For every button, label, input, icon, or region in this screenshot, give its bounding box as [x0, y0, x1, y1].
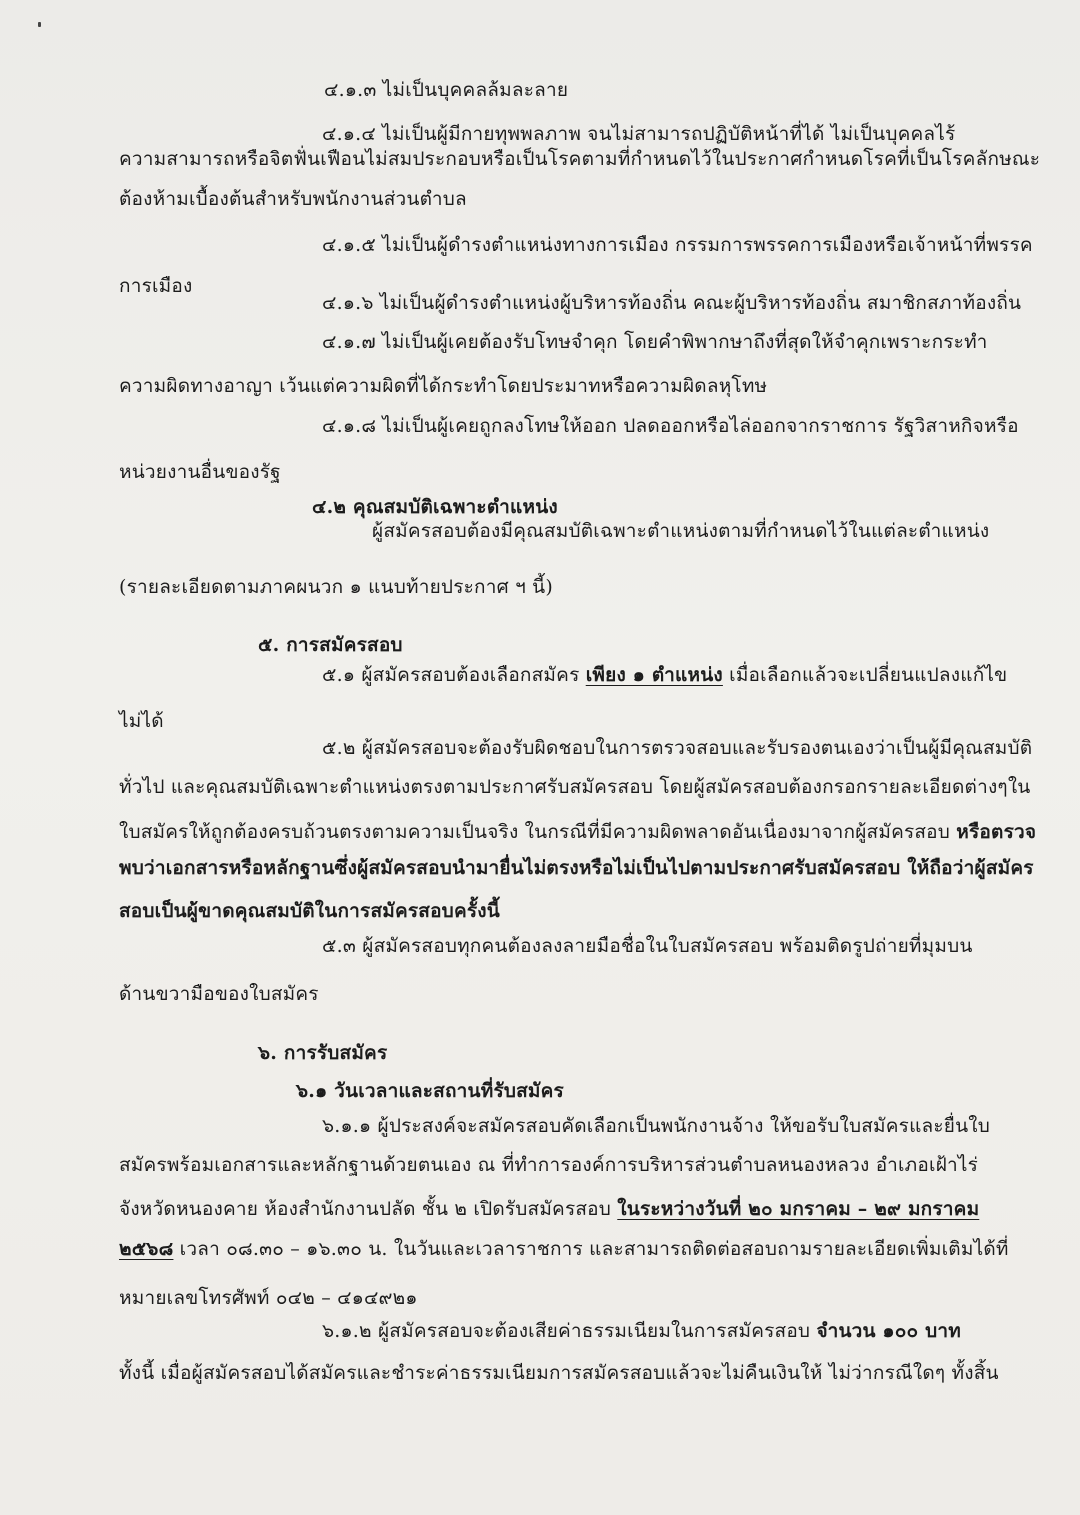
item-4-1-3: ๔.๑.๓ ไม่เป็นบุคคลล้มละลาย: [324, 79, 569, 101]
item-6-1-1-phone: หมายเลขโทรศัพท์ ๐๔๒ – ๔๑๔๙๒๑: [119, 1287, 418, 1309]
paper-speck: [38, 22, 41, 27]
item-5-1-text: ๕.๑ ผู้สมัครสอบต้องเลือกสมัคร: [322, 664, 586, 686]
item-5-2-bold-2: สอบเป็นผู้ขาดคุณสมบัติในการสมัครสอบครั้งนี้: [119, 900, 500, 922]
item-6-1-1-hours: เวลา ๐๘.๓๐ – ๑๖.๓๐ น. ในวันและเวลาราชการ และสามารถติดต่อสอบถามรายละเอียดเพิ่มเติมได้ที่: [173, 1238, 1009, 1260]
item-4-1-6: ๔.๑.๖ ไม่เป็นผู้ดำรงตำแหน่งผู้บริหารท้องถิ่น คณะผู้บริหารท้องถิ่น สมาชิกสภาท้องถิ่น: [322, 292, 1022, 314]
item-6-1-2-text: ๖.๑.๒ ผู้สมัครสอบจะต้องเสียค่าธรรมเนียมในการสมัครสอบ: [322, 1320, 817, 1342]
item-4-1-8-cont: หน่วยงานอื่นของรัฐ: [119, 461, 281, 483]
item-6-1-1: ๖.๑.๑ ผู้ประสงค์จะสมัครสอบคัดเลือกเป็นพนักงานจ้าง ให้ขอรับใบสมัครและยื่นใบ: [322, 1115, 991, 1137]
item-4-1-4-cont-2: ต้องห้ามเบื้องต้นสำหรับพนักงานส่วนตำบล: [119, 188, 467, 210]
item-5-2: ๕.๒ ผู้สมัครสอบจะต้องรับผิดชอบในการตรวจสอบและรับรองตนเองว่าเป็นผู้มีคุณสมบัติ: [322, 737, 1033, 759]
item-4-1-5-cont: การเมือง: [119, 275, 193, 297]
item-6-1-2: [322, 1318, 961, 1344]
section-4-2-body: ผู้สมัครสอบต้องมีคุณสมบัติเฉพาะตำแหน่งตามที่กำหนดไว้ในแต่ละตำแหน่ง: [372, 520, 990, 542]
item-5-3-cont: ด้านขวามือของใบสมัคร: [119, 983, 319, 1005]
section-6-heading: ๖. การรับสมัคร: [258, 1042, 388, 1064]
item-5-2-bold-1: พบว่าเอกสารหรือหลักฐานซึ่งผู้สมัครสอบนำมายื่นไม่ตรงหรือไม่เป็นไปตามประกาศรับสมัครสอบ ให้ถือว่าผู้สมัคร: [119, 857, 1034, 879]
section-5-heading: ๕. การสมัครสอบ: [258, 634, 403, 656]
item-4-1-4: ๔.๑.๔ ไม่เป็นผู้มีกายทุพพลภาพ จนไม่สามารถปฏิบัติหน้าที่ได้ ไม่เป็นบุคคลไร้: [322, 123, 956, 145]
item-5-3: ๕.๓ ผู้สมัครสอบทุกคนต้องลงลายมือชื่อในใบสมัครสอบ พร้อมติดรูปถ่ายที่มุมบน: [322, 935, 973, 957]
item-6-1-1-cont-3: [119, 1236, 1009, 1262]
item-6-1-1-cont-1: สมัครพร้อมเอกสารและหลักฐานด้วยตนเอง ณ ที่ทำการองค์การบริหารส่วนตำบลหนองหลวง อำเภอเฝ้าไร่: [119, 1154, 979, 1176]
item-5-1-cont: ไม่ได้: [119, 710, 164, 732]
item-6-1-2-amount: จำนวน ๑๐๐ บาท: [816, 1320, 962, 1342]
item-5-2-bold-start: หรือตรวจ: [956, 821, 1037, 843]
section-4-2-heading: ๔.๒ คุณสมบัติเฉพาะตำแหน่ง: [312, 496, 558, 518]
item-6-1-1-year: ๒๕๖๘: [119, 1238, 174, 1260]
section-4-2-note: (รายละเอียดตามภาคผนวก ๑ แนบท้ายประกาศ ฯ นี้): [119, 576, 553, 598]
item-5-2-cont-1: ทั่วไป และคุณสมบัติเฉพาะตำแหน่งตรงตามประกาศรับสมัครสอบ โดยผู้สมัครสอบต้องกรอกรายละเอียดต่างๆใน: [119, 776, 1031, 798]
item-4-1-8: ๔.๑.๘ ไม่เป็นผู้เคยถูกลงโทษให้ออก ปลดออกหรือไล่ออกจากราชการ รัฐวิสาหกิจหรือ: [322, 415, 1019, 437]
item-4-1-5: ๔.๑.๕ ไม่เป็นผู้ดำรงตำแหน่งทางการเมือง กรรมการพรรคการเมืองหรือเจ้าหน้าที่พรรค: [322, 234, 1033, 256]
section-6-1-heading: ๖.๑ วันเวลาและสถานที่รับสมัคร: [296, 1080, 564, 1102]
item-6-1-1-cont-2: [119, 1196, 979, 1222]
item-6-1-2-cont: ทั้งนี้ เมื่อผู้สมัครสอบได้สมัครและชำระค่าธรรมเนียมการสมัครสอบแล้วจะไม่คืนเงินให้ ไม่ว่ากรณีใดๆ ทั้งสิ้น: [119, 1362, 999, 1384]
item-4-1-7: ๔.๑.๗ ไม่เป็นผู้เคยต้องรับโทษจำคุก โดยคำพิพากษาถึงที่สุดให้จำคุกเพราะกระทำ: [322, 331, 988, 353]
item-5-2-cont-2: [119, 819, 1036, 845]
item-4-1-4-cont-1: ความสามารถหรือจิตฟั่นเฟือนไม่สมประกอบหรือเป็นโรคตามที่กำหนดไว้ในประกาศกำหนดโรคที่เป็นโรคลักษณะ: [119, 148, 1041, 170]
item-4-1-7-cont: ความผิดทางอาญา เว้นแต่ความผิดที่ได้กระทำโดยประมาทหรือความผิดลหุโทษ: [119, 375, 768, 397]
item-5-1-emphasis: เพียง ๑ ตำแหน่ง: [585, 664, 723, 686]
item-5-1-tail: เมื่อเลือกแล้วจะเปลี่ยนแปลงแก้ไข: [722, 664, 1008, 686]
item-5-1: [322, 662, 1007, 688]
item-5-2-cont-2-text: ใบสมัครให้ถูกต้องครบถ้วนตรงตามความเป็นจริง ในกรณีที่มีความผิดพลาดอันเนื่องมาจากผู้สมัครสอบ: [119, 821, 957, 843]
item-6-1-1-date-range: ในระหว่างวันที่ ๒๐ มกราคม – ๒๙ มกราคม: [617, 1198, 980, 1220]
item-6-1-1-location: จังหวัดหนองคาย ห้องสำนักงานปลัด ชั้น ๒ เปิดรับสมัครสอบ: [119, 1198, 618, 1220]
